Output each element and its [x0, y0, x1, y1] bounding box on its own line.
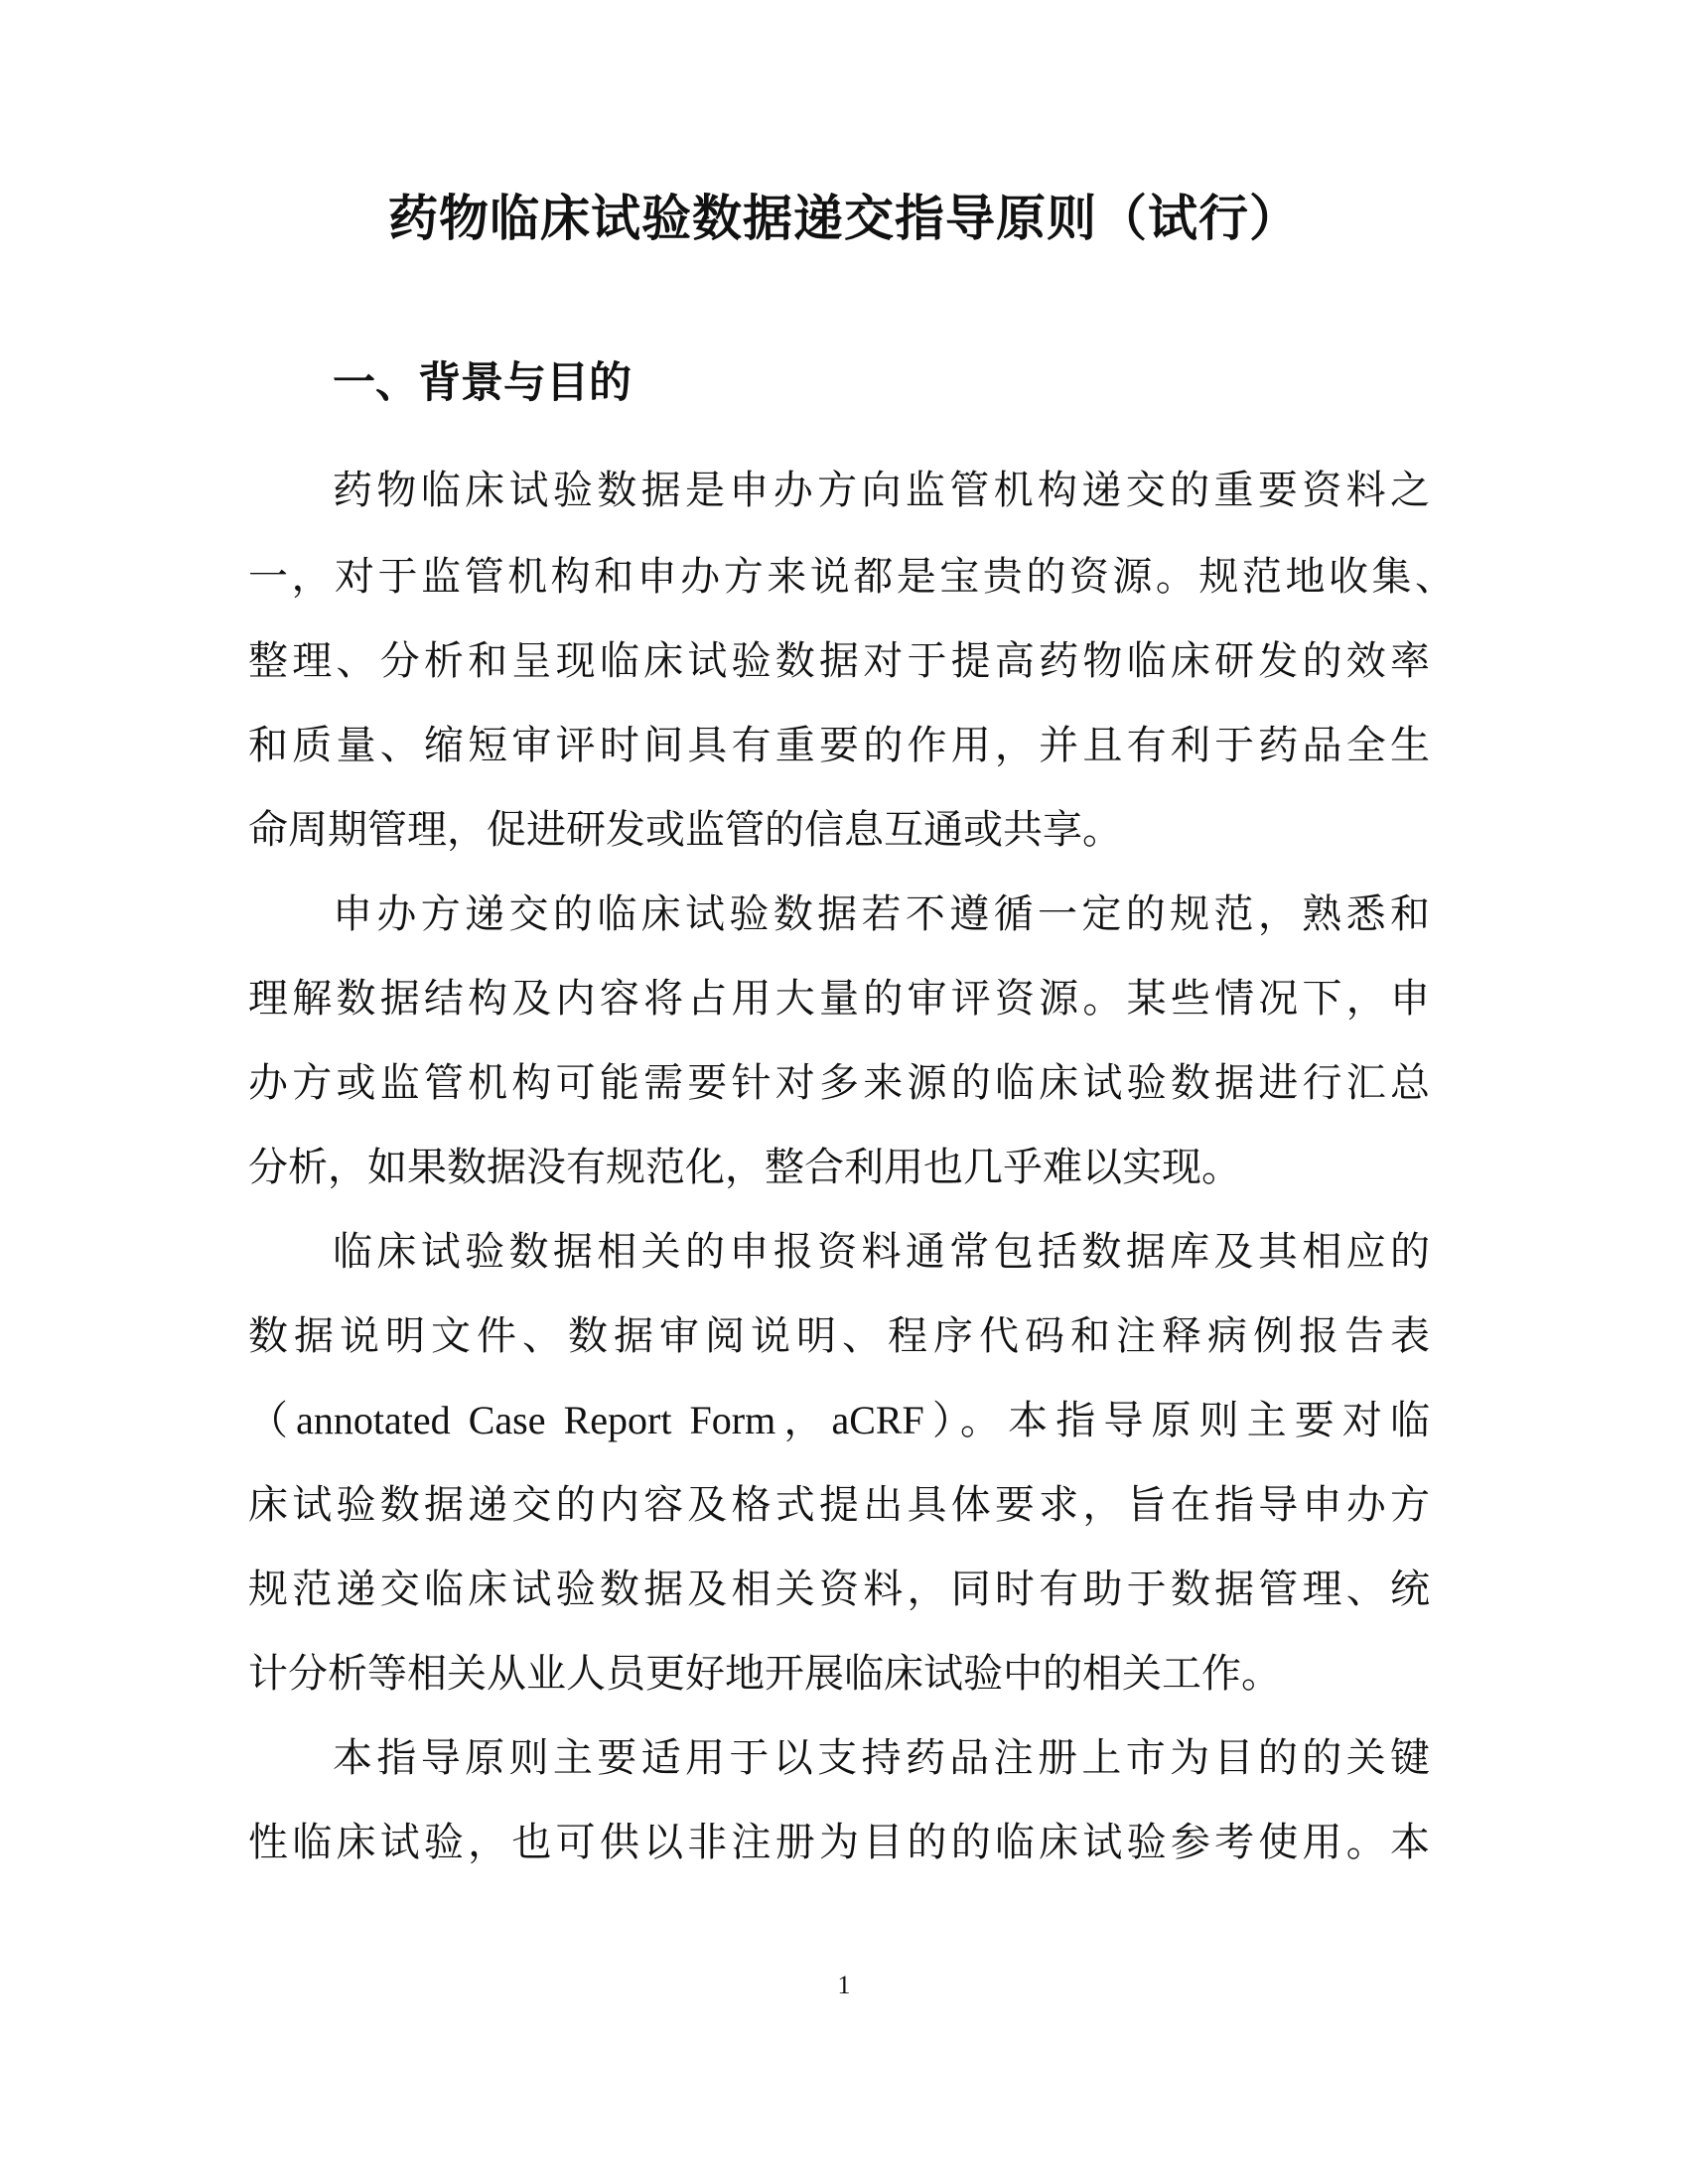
paragraph-line: 分析，如果数据没有规范化，整合利用也几乎难以实现。 [248, 1145, 1241, 1190]
paragraph-line: （annotated Case Report Form，aCRF）。本指导原则主要对临 [248, 1398, 1430, 1442]
paragraph-line: 和质量、缩短审评时间具有重要的作用，并且有利于药品全生 [248, 723, 1430, 768]
paragraph-line: 药物临床试验数据是申办方向监管机构递交的重要资料之 [333, 468, 1430, 513]
section-heading: 一、背景与目的 [333, 358, 632, 408]
paragraph-line: 理解数据结构及内容将占用大量的审评资源。某些情况下，申 [248, 976, 1430, 1022]
paragraph-line: 临床试验数据相关的申报资料通常包括数据库及其相应的 [333, 1229, 1430, 1275]
paragraph-line: 计分析等相关从业人员更好地开展临床试验中的相关工作。 [248, 1651, 1281, 1697]
page-number: 1 [837, 1971, 851, 1999]
paragraph-line: 整理、分析和呈现临床试验数据对于提高药物临床研发的效率 [248, 638, 1430, 684]
paragraph-line: 数据说明文件、数据审阅说明、程序代码和注释病例报告表 [248, 1313, 1430, 1359]
paragraph-line: 办方或监管机构可能需要针对多来源的临床试验数据进行汇总 [248, 1060, 1430, 1106]
paragraph-line: 规范递交临床试验数据及相关资料，同时有助于数据管理、统 [248, 1567, 1430, 1612]
paragraph-line: 本指导原则主要适用于以支持药品注册上市为目的的关键 [333, 1735, 1430, 1781]
paragraph-line: 命周期管理，促进研发或监管的信息互通或共享。 [248, 807, 1122, 853]
document-title: 药物临床试验数据递交指导原则（试行） [388, 189, 1300, 247]
paragraph-line: 申办方递交的临床试验数据若不遵循一定的规范，熟悉和 [333, 891, 1430, 937]
paragraph-line: 一，对于监管机构和申办方来说都是宝贵的资源。规范地收集、 [248, 554, 1455, 600]
paragraph-line: 性临床试验，也可供以非注册为目的的临床试验参考使用。本 [248, 1820, 1430, 1865]
paragraph-line: 床试验数据递交的内容及格式提出具体要求，旨在指导申办方 [248, 1482, 1430, 1528]
